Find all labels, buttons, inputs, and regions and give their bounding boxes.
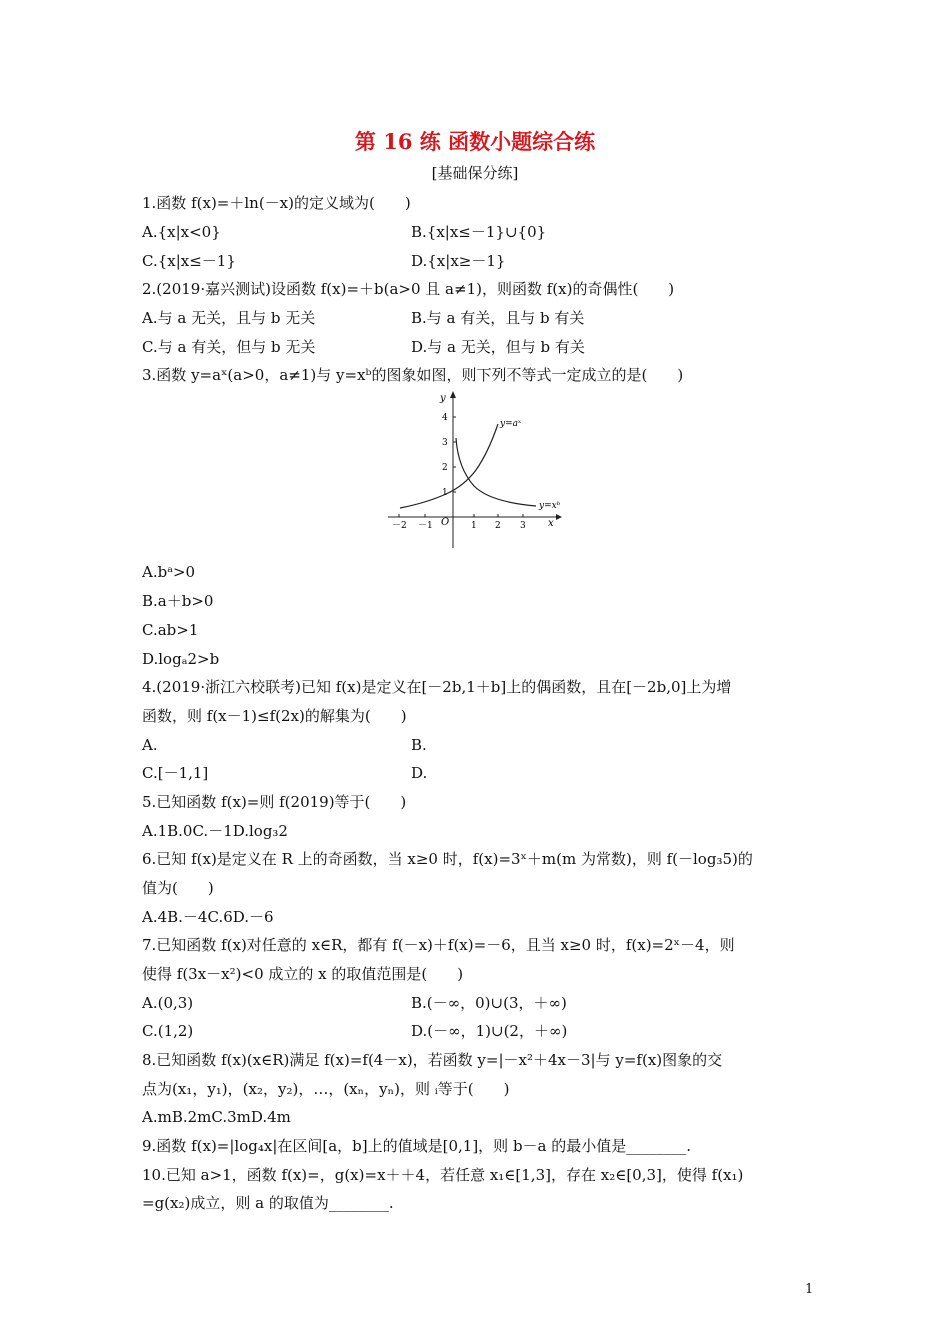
section-subtitle: [基础保分练] (431, 164, 519, 182)
text-line: 3.函数 y=aˣ(a>0，a≠1)与 y=xᵇ的图象如图，则下列不等式一定成立的是( ) (142, 366, 684, 384)
text-line: A.{x|x<0} (142, 223, 221, 241)
option-right: B.与 a 有关，且与 b 有关 (411, 309, 585, 327)
text-line: A.4B.－4C.6D.－6 (142, 908, 274, 926)
text-line: 7.已知函数 f(x)对任意的 x∈R，都有 f(－x)＋f(x)=－6，且当 x≥0 时，f(x)=2ˣ－4，则 (142, 936, 735, 954)
origin-label: O (441, 517, 450, 528)
exponential-curve-label: y=aˣ (500, 419, 522, 429)
text-line: 4.(2019·浙江六校联考)已知 f(x)是定义在[－2b,1＋b]上的偶函数，且在[－2b,0]上为增 (142, 678, 732, 696)
power-curve-label: y=xᵇ (539, 501, 561, 511)
y-tick-label: 2 (442, 463, 448, 473)
text-line: C.与 a 有关，但与 b 无关 (142, 338, 316, 356)
text-line: A.1B.0C.－1D.log₃2 (142, 822, 288, 840)
x-tick-label: 3 (520, 521, 526, 531)
text-line: D.logₐ2>b (142, 650, 220, 668)
text-line: 5.已知函数 f(x)=则 f(2019)等于( ) (142, 793, 407, 811)
text-line: 点为(x₁，y₁)，(x₂，y₂)，…，(xₙ，yₙ)，则 ᵢ等于( ) (142, 1080, 510, 1098)
x-axis-label: x (548, 518, 554, 529)
power-curve (456, 438, 536, 506)
text-line: 1.函数 f(x)=＋ln(－x)的定义域为( ) (142, 194, 411, 212)
x-tick-label: －1 (418, 521, 433, 531)
text-line: C.{x|x≤－1} (142, 252, 236, 270)
y-tick-label: 1 (442, 488, 448, 498)
x-tick-label: 1 (471, 521, 477, 531)
text-line: 函数，则 f(x－1)≤f(2x)的解集为( ) (142, 707, 407, 725)
text-line: 9.函数 f(x)=|log₄x|在区间[a，b]上的值域是[0,1]，则 b－a 的最小值是________. (142, 1137, 692, 1155)
text-line: 2.(2019·嘉兴测试)设函数 f(x)=＋b(a>0 且 a≠1)，则函数 f(x)的奇偶性( ) (142, 280, 675, 298)
text-line: A.bᵃ>0 (142, 563, 196, 581)
text-line: 10.已知 a>1，函数 f(x)=，g(x)=x＋＋4，若任意 x₁∈[1,3]，存在 x₂∈[0,3]，使得 f(x₁) (142, 1166, 744, 1184)
text-line: C.ab>1 (142, 621, 199, 639)
y-axis-label: y (440, 393, 446, 404)
y-tick-label: 3 (442, 438, 448, 448)
y-tick-label: 4 (442, 413, 448, 423)
page-title: 第 16 练 函数小题综合练 (354, 129, 596, 154)
text-line: B.a＋b>0 (142, 592, 214, 610)
text-line: 8.已知函数 f(x)(x∈R)满足 f(x)=f(4－x)，若函数 y=|－x²＋4x－3|与 y=f(x)图象的交 (142, 1051, 723, 1069)
option-right: D.{x|x≥－1} (411, 252, 506, 270)
option-right: B.{x|x≤－1}∪{0} (411, 223, 547, 241)
page-number: 1 (805, 1282, 814, 1297)
text-line: A.mB.2mC.3mD.4m (142, 1108, 291, 1126)
text-line: A.(0,3) (142, 994, 194, 1012)
option-right: D. (411, 764, 428, 782)
text-line: 6.已知 f(x)是定义在 R 上的奇函数，当 x≥0 时，f(x)=3ˣ＋m(m 为常数)，则 f(－log₃5)的 (142, 850, 753, 868)
x-tick-label: 2 (495, 521, 501, 531)
x-axis-arrow (556, 514, 562, 520)
y-axis-arrow (450, 391, 456, 398)
text-line: A. (142, 736, 158, 754)
text-line: 使得 f(3x－x²)<0 成立的 x 的取值范围是( ) (142, 965, 464, 983)
text-line: C.(1,2) (142, 1022, 194, 1040)
option-right: B.(－∞，0)∪(3，＋∞) (411, 994, 567, 1012)
text-line: A.与 a 无关，且与 b 无关 (142, 309, 316, 327)
function-graph-figure (386, 388, 566, 548)
text-line: 值为( ) (142, 879, 214, 897)
option-right: D.与 a 无关，但与 b 有关 (411, 338, 585, 356)
text-line: =g(x₂)成立，则 a 的取值为________. (142, 1194, 394, 1212)
option-right: B. (411, 736, 427, 754)
exponential-curve (400, 424, 498, 508)
text-line: C.[－1,1] (142, 764, 209, 782)
x-tick-label: －2 (392, 521, 407, 531)
option-right: D.(－∞，1)∪(2，＋∞) (411, 1022, 568, 1040)
